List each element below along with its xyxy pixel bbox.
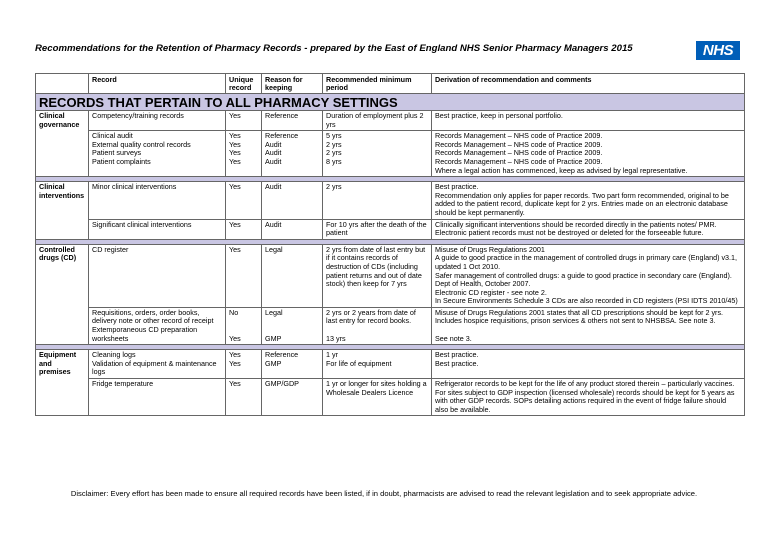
reason-line: Audit [265, 148, 282, 158]
comment-line: Best practice. [435, 182, 479, 192]
comment-line: In Secure Environments Schedule 3 CDs are also recorded in CD registers (PSI IDTS 2010/45) [435, 296, 738, 306]
comment-cell [432, 350, 745, 379]
unique-line: Yes [229, 333, 241, 343]
comment-line: Records Management – NHS code of Practice 2009. [435, 131, 603, 141]
period-line: 1 yr [326, 350, 338, 360]
period-line: 5 yrs [326, 131, 342, 141]
period-cell: For 10 yrs after the death of the patient [323, 219, 432, 239]
reason-line: Legal [265, 307, 283, 317]
reason-cell: GMP/GDP [262, 379, 323, 416]
unique-line: Yes [229, 131, 241, 141]
section-band [36, 94, 745, 111]
reason-cell: Audit [262, 182, 323, 219]
period-cell: Duration of employment plus 2 yrs [323, 111, 432, 131]
reason-cell [262, 131, 323, 177]
comment-line: Electronic CD register - see note 2. [435, 287, 547, 297]
comment-line: Misuse of Drugs Regulations 2001 states that all CD prescriptions should be kept for 2 yrs. Includes hospice requisitions, prison services & others not sent to NHSBSA. See note 3. [435, 307, 724, 326]
reason-line: Reference [265, 131, 299, 141]
comment-line: Records Management – NHS code of Practice 2009. [435, 139, 603, 149]
period-cell [323, 307, 432, 344]
table-row [36, 131, 745, 177]
reason-cell: Audit [262, 219, 323, 239]
unique-cell [226, 307, 262, 344]
record-cell [89, 131, 226, 177]
reason-line: GMP [265, 358, 282, 368]
period-cell: 1 yr or longer for sites holding a Wholesale Dealers Licence [323, 379, 432, 416]
unique-cell: Yes [226, 182, 262, 219]
period-cell [323, 131, 432, 177]
table-row [36, 307, 745, 344]
section-title: RECORDS THAT PERTAIN TO ALL PHARMACY SETTINGS [36, 94, 745, 111]
comment-cell: Clinically significant interventions should be recorded directly in the patients notes/ PMR. Electronic patient records must not be destroyed or deleted for the forseeable future. [432, 219, 745, 239]
page-title: Recommendations for the Retention of Pharmacy Records - prepared by the East of England NHS Senior Pharmacy Managers 2015 [35, 43, 633, 54]
period-cell: 2 yrs from date of last entry but if it contains records of destruction of CDs (including patient returns and out of date stock) then keep for 7 yrs [323, 244, 432, 307]
table-row [36, 350, 745, 379]
table-row [36, 111, 745, 131]
comment-cell: Best practice, keep in personal portfolio. [432, 111, 745, 131]
period-cell: 2 yrs [323, 182, 432, 219]
unique-line: No [229, 307, 239, 317]
reason-line: Audit [265, 139, 282, 149]
unique-line: Yes [229, 350, 241, 360]
comment-cell: Refrigerator records to be kept for the life of any product stored therein – particularly vaccines. For sites subject to GDP inspection (licensed wholesale) records should be kept for 5 years as with other GDP records. SOPs detailing actions required in the event of fridge failure should also be available. [432, 379, 745, 416]
record-cell [89, 350, 226, 379]
disclaimer: Disclaimer: Every effort has been made to ensure all required records have been listed, if in doubt, pharmacists are advised to read the relevant legislation and to seek appropriate advice. [70, 489, 698, 498]
col-header-period: Recommended minimum period [323, 74, 432, 94]
unique-cell [226, 350, 262, 379]
reason-cell: Legal [262, 244, 323, 307]
record-line: Cleaning logs [92, 350, 136, 360]
record-line: Requisitions, orders, order books, delivery note or other record of receipt [92, 307, 214, 326]
table-row [36, 182, 745, 219]
record-cell [89, 307, 226, 344]
comment-line: Records Management – NHS code of Practice 2009. [435, 156, 603, 166]
unique-cell [226, 131, 262, 177]
record-cell: Significant clinical interventions [89, 219, 226, 239]
record-line: Extemporaneous CD preparation worksheets [92, 325, 198, 343]
comment-line: See note 3. [435, 333, 472, 343]
record-line: Clinical audit [92, 131, 133, 141]
reason-line: Reference [265, 350, 299, 360]
col-header-record: Record [89, 74, 226, 94]
unique-line: Yes [229, 156, 241, 166]
record-line: Patient complaints [92, 156, 151, 166]
unique-line: Yes [229, 148, 241, 158]
table-header-row [36, 74, 745, 94]
period-line: 2 yrs [326, 148, 342, 158]
reason-cell: Reference [262, 111, 323, 131]
unique-cell: Yes [226, 379, 262, 416]
records-table [35, 73, 745, 416]
record-line: External quality control records [92, 139, 191, 149]
comment-line: Best practice. [435, 358, 479, 368]
reason-cell [262, 350, 323, 379]
period-line: 8 yrs [326, 156, 342, 166]
record-cell: Minor clinical interventions [89, 182, 226, 219]
period-line: 13 yrs [326, 333, 346, 343]
category-cell: Controlled drugs (CD) [36, 244, 89, 345]
col-header-derivation: Derivation of recommendation and comments [432, 74, 745, 94]
table-row [36, 379, 745, 416]
reason-line: GMP [265, 333, 282, 343]
comment-cell [432, 307, 745, 344]
comment-line: Records Management – NHS code of Practice 2009. [435, 148, 603, 158]
record-cell: Fridge temperature [89, 379, 226, 416]
record-cell: Competency/training records [89, 111, 226, 131]
period-line: 2 yrs or 2 years from date of last entry for record books. [326, 307, 416, 326]
comment-line: Misuse of Drugs Regulations 2001 [435, 244, 545, 254]
category-cell: Clinical interventions [36, 182, 89, 240]
record-line: Validation of equipment & maintenance logs [92, 358, 217, 377]
reason-cell [262, 307, 323, 344]
record-line: Patient surveys [92, 148, 142, 158]
record-cell: CD register [89, 244, 226, 307]
col-header-reason: Reason for keeping [262, 74, 323, 94]
category-cell: Equipment and premises [36, 350, 89, 416]
unique-line: Yes [229, 358, 241, 368]
comment-line: Where a legal action has commenced, keep as advised by legal representative. [435, 165, 688, 175]
comment-cell [432, 182, 745, 219]
col-header-unique: Unique record [226, 74, 262, 94]
unique-cell: Yes [226, 219, 262, 239]
comment-line: A guide to good practice in the management of controlled drugs in primary care (England) v3.1, updated 1 Oct 2010. [435, 253, 738, 271]
comment-cell [432, 131, 745, 177]
category-cell: Clinical governance [36, 111, 89, 177]
table-row [36, 219, 745, 239]
comment-line: Best practice. [435, 350, 479, 360]
period-line: For life of equipment [326, 358, 392, 368]
unique-cell: Yes [226, 244, 262, 307]
unique-cell: Yes [226, 111, 262, 131]
table-row [36, 244, 745, 307]
comment-line: Recommendation only applies for paper records. Two part form recommended, original to be added to the patient record, duplicate kept for 2 yrs. Entries made on an electronic database should be kept permanently. [435, 190, 729, 217]
reason-line: Audit [265, 156, 282, 166]
period-cell [323, 350, 432, 379]
comment-line: Safer management of controlled drugs: a guide to good practice in secondary care (England). Dept of Health, October 2007. [435, 270, 732, 289]
comment-cell [432, 244, 745, 307]
col-header-category [36, 74, 89, 94]
period-line: 2 yrs [326, 139, 342, 149]
unique-line: Yes [229, 139, 241, 149]
nhs-logo: NHS [696, 41, 740, 60]
